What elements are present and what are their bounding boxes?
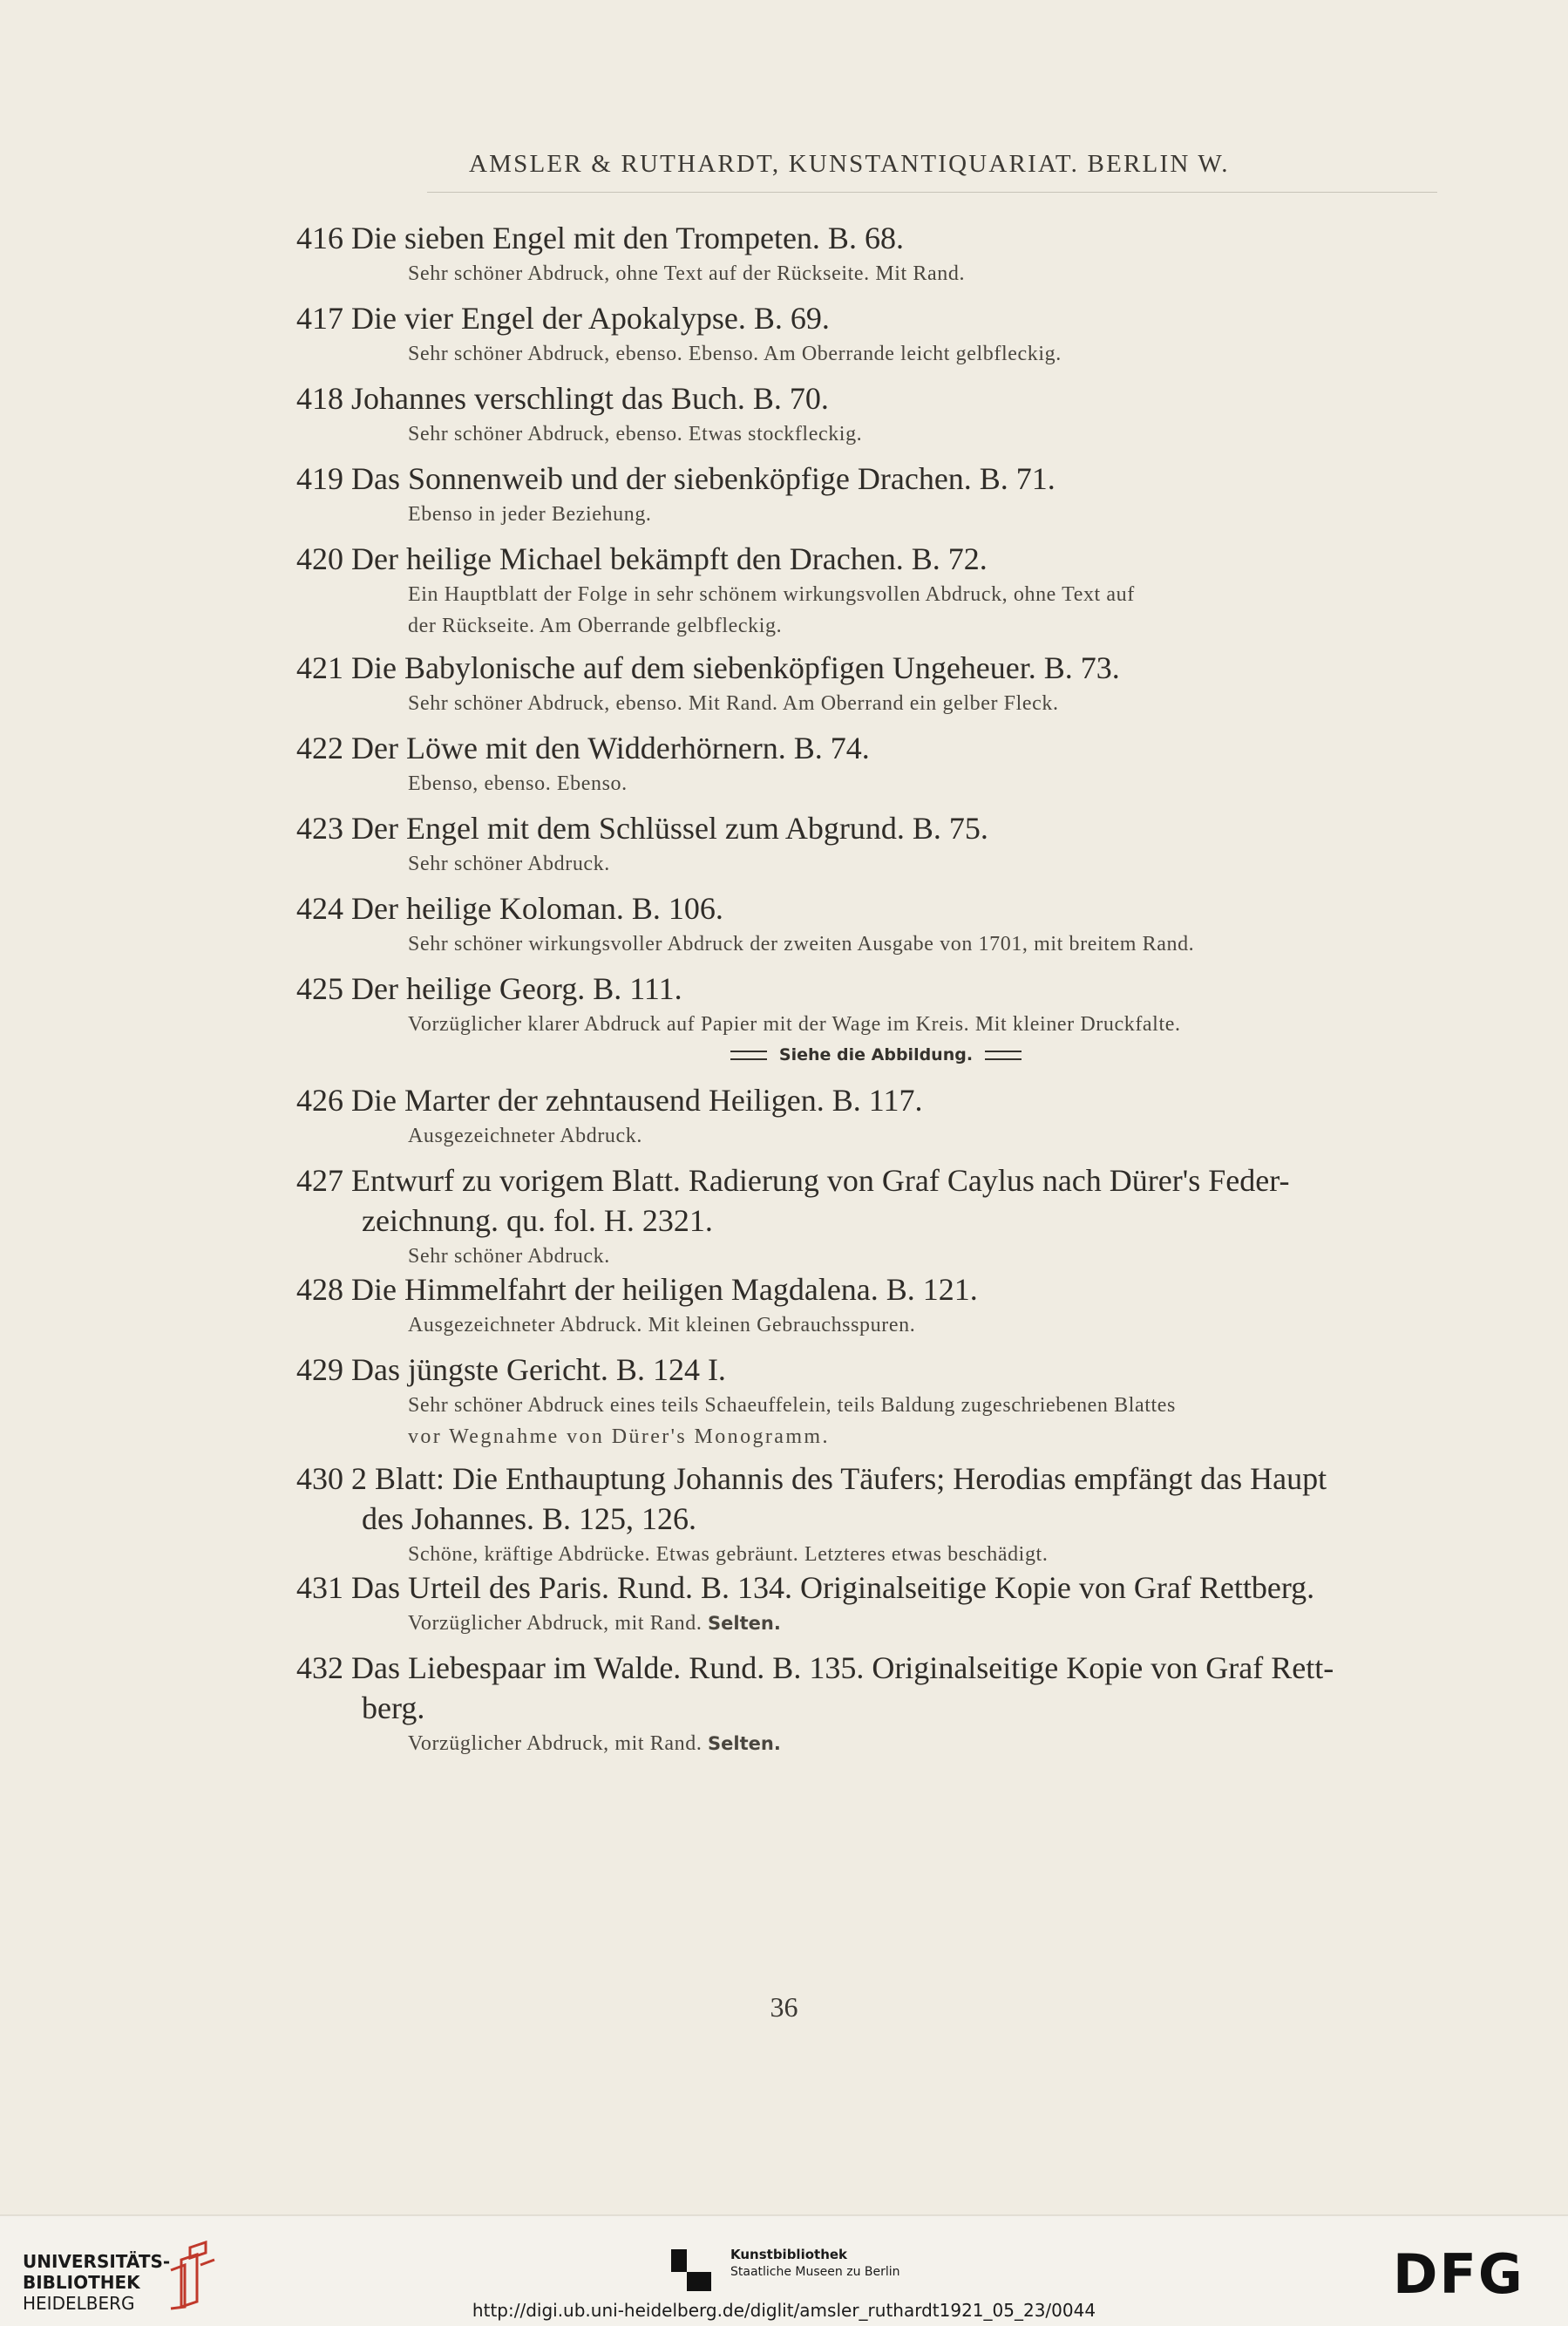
entry-title: 424 Der heilige Koloman. B. 106. — [296, 891, 723, 926]
catalog-entry — [296, 1269, 1456, 1341]
catalog-entry — [296, 378, 1456, 450]
entry-note-text: Sehr schöner Abdruck, ebenso. Mit Rand. Am Oberrand ein gelber Fleck. — [408, 692, 1059, 715]
entry-note-text: Ein Hauptblatt der Folge in sehr schönem wirkungsvollen Abdruck, ohne Text auf — [408, 583, 1135, 606]
entry-note-text: Ebenso, ebenso. Ebenso. — [408, 772, 628, 795]
entry-condition-note — [296, 928, 1456, 960]
entry-title: 426 Die Marter der zehntausend Heiligen. B. 117. — [296, 1083, 923, 1118]
entry-title: 419 Das Sonnenweib und der siebenköpfige Drachen. B. 71. — [296, 461, 1056, 496]
rarity-mark: Selten. — [708, 1733, 781, 1754]
entry-condition-note — [296, 258, 1456, 289]
permalink-url[interactable]: http://digi.ub.uni-heidelberg.de/diglit/amsler_ruthardt1921_05_23/0044 — [472, 2300, 1096, 2321]
entry-note-text: Vorzüglicher Abdruck, mit Rand. — [408, 1732, 703, 1755]
viewer-footer — [0, 2214, 1568, 2326]
entry-condition-note — [296, 499, 1456, 530]
catalog-entry — [296, 1080, 1456, 1152]
page-number: 36 — [770, 1991, 798, 2023]
entry-condition-note — [296, 1120, 1456, 1152]
catalog-entry — [296, 1350, 1456, 1452]
rarity-mark: Selten. — [708, 1613, 781, 1634]
library-line-3: HEIDELBERG — [23, 2293, 135, 2314]
footer-rule — [0, 2214, 1568, 2216]
entry-title: 416 Die sieben Engel mit den Trompeten. B. 68. — [296, 221, 904, 255]
entry-condition-note — [296, 1608, 1456, 1639]
callout-rule-left — [730, 1051, 767, 1060]
entry-title: 431 Das Urteil des Paris. Rund. B. 134. Originalseitige Kopie von Graf Rettberg. — [296, 1570, 1315, 1605]
entry-note-text: Sehr schöner Abdruck, ebenso. Etwas stockfleckig. — [408, 423, 863, 445]
entry-note-text: Sehr schöner Abdruck. — [408, 853, 610, 875]
entry-title-continued: des Johannes. B. 125, 126. — [362, 1501, 696, 1536]
entry-condition-note — [296, 1390, 1456, 1421]
catalog-entry — [296, 969, 1456, 1068]
catalog-entry — [296, 648, 1456, 719]
library-line-1: UNIVERSITÄTS- — [23, 2251, 171, 2272]
kunstbibliothek-name: Kunstbibliothek — [730, 2247, 848, 2262]
header-rule — [427, 192, 1437, 193]
entry-note-text: Sehr schöner Abdruck, ohne Text auf der Rückseite. Mit Rand. — [408, 262, 966, 285]
entry-note-text: Sehr schöner Abdruck eines teils Schaeuffelein, teils Baldung zugeschriebenen Blattes — [408, 1394, 1176, 1417]
entry-note-text: Sehr schöner Abdruck, ebenso. Ebenso. Am Oberrande leicht gelbfleckig. — [408, 343, 1062, 365]
entry-condition-note — [296, 688, 1456, 719]
entry-condition-note — [296, 1309, 1456, 1341]
entry-title: 417 Die vier Engel der Apokalypse. B. 69. — [296, 301, 830, 336]
catalog-entry — [296, 1648, 1456, 1759]
catalog-entry — [296, 1160, 1456, 1272]
entry-condition-note — [296, 1421, 1456, 1452]
catalog-entry — [296, 298, 1456, 370]
entry-note-text: Schöne, kräftige Abdrücke. Etwas gebräunt. Letzteres etwas beschädigt. — [408, 1543, 1049, 1566]
catalog-entry — [296, 539, 1456, 642]
entry-condition-note — [296, 610, 1456, 642]
entry-title: 421 Die Babylonische auf dem siebenköpfigen Ungeheuer. B. 73. — [296, 650, 1120, 685]
callout-text: Siehe die Abbildung. — [778, 1045, 974, 1064]
entry-condition-note — [296, 418, 1456, 450]
entry-note-text: Vorzüglicher Abdruck, mit Rand. — [408, 1612, 703, 1635]
entry-title: 423 Der Engel mit dem Schlüssel zum Abgrund. B. 75. — [296, 811, 988, 846]
kunstbibliothek-credit — [730, 2246, 900, 2281]
entry-condition-note — [296, 1539, 1456, 1570]
entry-note-text: Sehr schöner Abdruck. — [408, 1245, 610, 1268]
entry-title: 420 Der heilige Michael bekämpft den Drachen. B. 72. — [296, 541, 988, 576]
catalog-entry — [296, 888, 1456, 960]
entry-condition-note — [296, 338, 1456, 370]
entry-note-text: Sehr schöner wirkungsvoller Abdruck der zweiten Ausgabe von 1701, mit breitem Rand. — [408, 933, 1195, 956]
entry-condition-note — [296, 768, 1456, 799]
entry-note-text: Ebenso in jeder Beziehung. — [408, 503, 652, 526]
entry-title: 429 Das jüngste Gericht. B. 124 I. — [296, 1352, 726, 1387]
entry-title: 425 Der heilige Georg. B. 111. — [296, 971, 682, 1006]
entry-title: 418 Johannes verschlingt das Buch. B. 70. — [296, 381, 829, 416]
catalog-entry — [296, 1459, 1456, 1570]
entry-title: 430 2 Blatt: Die Enthauptung Johannis des Täufers; Herodias empfängt das Haupt — [296, 1461, 1327, 1496]
entry-note-text: Vorzüglicher klarer Abdruck auf Papier mit der Wage im Kreis. Mit kleiner Druckfalte. — [408, 1013, 1181, 1036]
illustration-callout — [296, 1042, 1456, 1068]
entry-note-text: der Rückseite. Am Oberrande gelbfleckig. — [408, 615, 783, 637]
catalog-entry — [296, 1568, 1456, 1639]
entry-title-continued: zeichnung. qu. fol. H. 2321. — [362, 1203, 713, 1238]
entry-note-text: Ausgezeichneter Abdruck. — [408, 1125, 642, 1147]
entry-condition-note — [296, 1241, 1456, 1272]
dfg-logo — [1393, 2248, 1546, 2298]
entry-title: 428 Die Himmelfahrt der heiligen Magdalena. B. 121. — [296, 1272, 978, 1307]
dfg-logo-text: DFG — [1393, 2248, 1524, 2298]
running-header: AMSLER & RUTHARDT, KUNSTANTIQUARIAT. BERLIN W. — [469, 150, 1230, 178]
catalog-entry — [296, 218, 1456, 289]
kunstbibliothek-logo-icon — [671, 2249, 723, 2295]
entry-title: 432 Das Liebespaar im Walde. Rund. B. 135. Originalseitige Kopie von Graf Rett- — [296, 1650, 1334, 1685]
catalog-entry — [296, 808, 1456, 880]
catalog-entry — [296, 459, 1456, 530]
entry-condition-note — [296, 1009, 1456, 1040]
entry-condition-note — [296, 848, 1456, 880]
entry-condition-note — [296, 1728, 1456, 1759]
entry-title-continued: berg. — [362, 1690, 425, 1725]
entry-note-text: vor Wegnahme von Dürer's Monogramm. — [408, 1425, 830, 1448]
entry-note-text: Ausgezeichneter Abdruck. Mit kleinen Gebrauchsspuren. — [408, 1314, 916, 1336]
library-line-2: BIBLIOTHEK — [23, 2272, 140, 2293]
entry-title: 422 Der Löwe mit den Widderhörnern. B. 74. — [296, 731, 870, 765]
entry-condition-note — [296, 579, 1456, 610]
kunstbibliothek-subtitle: Staatliche Museen zu Berlin — [730, 2265, 900, 2279]
callout-rule-right — [985, 1051, 1022, 1060]
entry-title: 427 Entwurf zu vorigem Blatt. Radierung von Graf Caylus nach Dürer's Feder- — [296, 1163, 1290, 1198]
catalog-entry — [296, 728, 1456, 799]
